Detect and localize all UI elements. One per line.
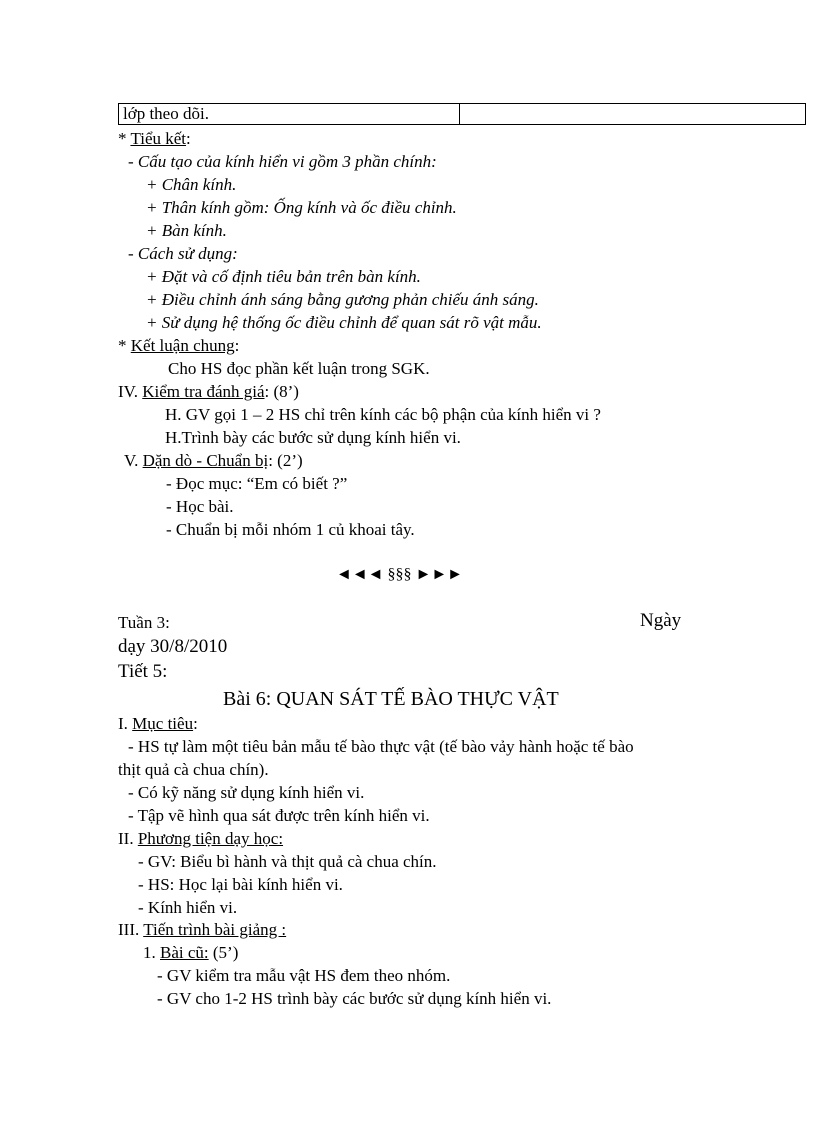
section-number: III. xyxy=(118,920,144,939)
date-value: dạy 30/8/2010 xyxy=(118,636,228,657)
section-number: V. xyxy=(124,451,143,470)
section-time: : (8’) xyxy=(264,382,299,401)
table-cell-right xyxy=(460,104,806,125)
table-cell-left: lớp theo dõi. xyxy=(119,104,460,125)
list-item: - GV: Biểu bì hành và thịt quả cà chua chín. xyxy=(138,852,437,871)
week-label: Tuần 3: xyxy=(118,613,170,632)
section-separator: ◄◄◄ §§§ ►►► xyxy=(336,566,464,583)
subsection-label: Bài cũ: xyxy=(160,943,209,962)
tieu-ket-heading xyxy=(118,129,191,149)
date-label: Ngày xyxy=(640,610,682,631)
list-item: - GV kiểm tra mẫu vật HS đem theo nhóm. xyxy=(157,966,451,985)
structure-item: + Chân kính. xyxy=(146,175,237,194)
section-ii-label: Phương tiện dạy học: xyxy=(137,829,284,848)
lesson-title: Bài 6: QUAN SÁT TẾ BÀO THỰC VẬT xyxy=(223,688,559,710)
table-row xyxy=(119,104,806,125)
usage-item: + Sử dụng hệ thống ốc điều chỉnh để quan sát rõ vật mẫu. xyxy=(146,313,542,332)
section-time: (5’) xyxy=(208,943,239,962)
list-item: - Chuẩn bị mỗi nhóm 1 củ khoai tây. xyxy=(166,520,415,539)
colon: : xyxy=(186,129,191,148)
section-v-heading xyxy=(124,451,303,471)
list-item: - HS tự làm một tiêu bản mẫu tế bào thực vật (tế bào vảy hành hoặc tế bào xyxy=(128,737,634,756)
tieu-ket-label: Tiểu kết xyxy=(130,129,187,148)
section-number: II. xyxy=(118,829,138,848)
list-item: - Tập vẽ hình qua sát được trên kính hiển vi. xyxy=(128,806,430,825)
structure-item: + Thân kính gồm: Ống kính và ốc điều chỉnh. xyxy=(146,198,457,217)
section-number: I. xyxy=(118,714,133,733)
section-iii-label: Tiến trình bài giảng : xyxy=(143,920,287,939)
star-bullet: * xyxy=(118,336,131,355)
section-v-label: Dặn dò - Chuẩn bị xyxy=(142,451,269,470)
list-item: - GV cho 1-2 HS trình bày các bước sử dụng kính hiển vi. xyxy=(157,989,552,1008)
section-iii-heading xyxy=(118,920,286,940)
colon: : xyxy=(234,336,240,355)
section-number: IV. xyxy=(118,382,143,401)
section-iv-label: Kiểm tra đánh giá xyxy=(142,382,265,401)
star-bullet: * xyxy=(118,129,131,148)
usage-item: + Đặt và cố định tiêu bản trên bàn kính. xyxy=(146,267,421,286)
list-item: H. GV gọi 1 – 2 HS chỉ trên kính các bộ phận của kính hiển vi ? xyxy=(165,405,601,424)
list-item: thịt quả cà chua chín). xyxy=(118,760,269,779)
list-item: - Đọc mục: “Em có biết ?” xyxy=(166,474,348,493)
ket-luan-heading xyxy=(118,336,239,356)
section-ii-heading xyxy=(118,829,283,849)
colon: : xyxy=(193,714,198,733)
section-time: : (2’) xyxy=(268,451,303,470)
list-item: H.Trình bày các bước sử dụng kính hiển vi. xyxy=(165,428,461,447)
subsection-number: 1. xyxy=(143,943,160,962)
section-i-heading xyxy=(118,714,198,734)
section-i-label: Mục tiêu xyxy=(132,714,194,733)
structure-item: + Bàn kính. xyxy=(146,221,227,240)
list-item: - Học bài. xyxy=(166,497,234,516)
list-item: - HS: Học lại bài kính hiển vi. xyxy=(138,875,343,894)
structure-line: - Cấu tạo của kính hiển vi gồm 3 phần chính: xyxy=(128,152,437,171)
list-item: - Có kỹ năng sử dụng kính hiển vi. xyxy=(128,783,365,802)
period-label: Tiết 5: xyxy=(118,661,168,682)
ket-luan-text: Cho HS đọc phần kết luận trong SGK. xyxy=(168,359,430,378)
usage-line: - Cách sử dụng: xyxy=(128,244,238,263)
content-table xyxy=(118,103,806,125)
subsection-heading xyxy=(143,943,238,963)
list-item: - Kính hiển vi. xyxy=(138,898,238,917)
ket-luan-label: Kết luận chung xyxy=(130,336,235,355)
section-iv-heading xyxy=(118,382,299,402)
usage-item: + Điều chỉnh ánh sáng bằng gương phản chiếu ánh sáng. xyxy=(146,290,539,309)
